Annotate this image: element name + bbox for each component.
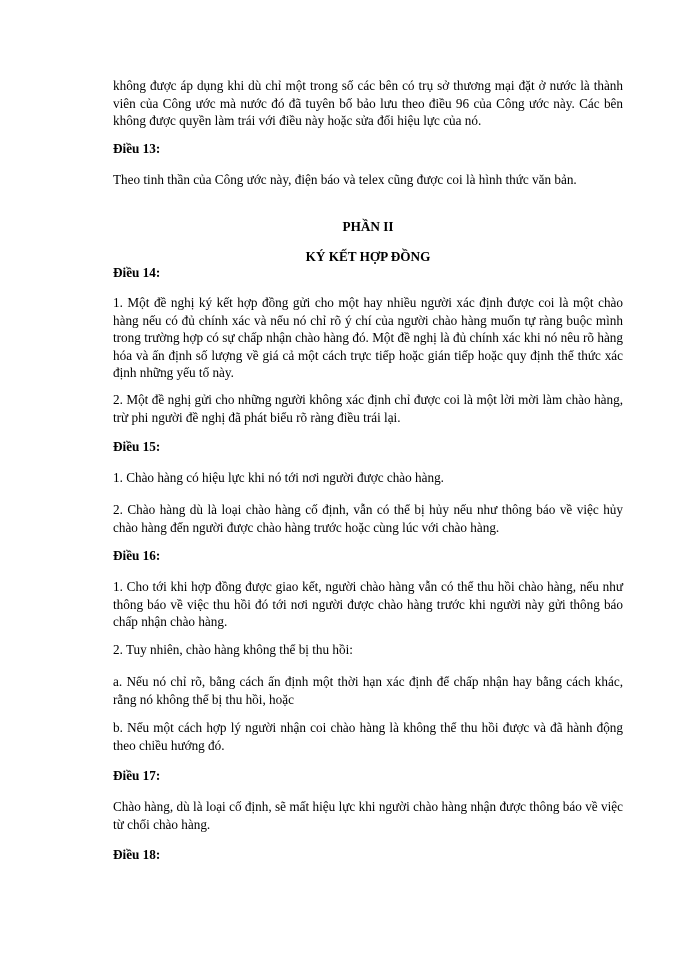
- article-16-item-b: b. Nếu một cách hợp lý người nhận coi chào hàng là không thể thu hồi được và đã hành động theo chiều hướng đó.: [113, 720, 623, 753]
- article-16-title: Điều 16:: [113, 548, 161, 563]
- article-18-title: Điều 18:: [113, 847, 161, 862]
- article-16-paragraph-1: 1. Cho tới khi hợp đồng được giao kết, người chào hàng vẫn có thể thu hồi chào hàng, nếu như thông báo về việc thu hồi đó tới nơi người được chào hàng trước khi người này gửi thông báo chấp nhận chào hàng.: [113, 579, 623, 629]
- part-subtitle: KÝ KẾT HỢP ĐỒNG: [305, 249, 431, 264]
- article-16-item-a: a. Nếu nó chỉ rõ, bằng cách ấn định một thời hạn xác định để chấp nhận hay bằng cách khác, rằng nó không thể bị thu hồi, hoặc: [113, 674, 623, 707]
- article-13-title: Điều 13:: [113, 141, 161, 156]
- article-17-paragraph-1: Chào hàng, dù là loại cố định, sẽ mất hiệu lực khi người chào hàng nhận được thông báo về việc từ chối chào hàng.: [113, 799, 623, 832]
- article-14-paragraph-2: 2. Một đề nghị gửi cho những người không xác định chỉ được coi là một lời mời làm chào hàng, trừ phi người đề nghị đã phát biểu rõ ràng điều trái lại.: [113, 392, 623, 425]
- article-13-paragraph-1: Theo tinh thần của Công ước này, điện báo và telex cũng được coi là hình thức văn bản.: [113, 172, 577, 187]
- intro-paragraph: không được áp dụng khi dù chỉ một trong số các bên có trụ sở thương mại đặt ở nước là thành viên của Công ước mà nước đó đã tuyên bố bảo lưu theo điều 96 của Công ước này. Các bên không được quyền làm trái với điều này hoặc sửa đổi hiệu lực của nó.: [113, 78, 623, 128]
- article-15-paragraph-1: 1. Chào hàng có hiệu lực khi nó tới nơi người được chào hàng.: [113, 470, 444, 485]
- article-17-title: Điều 17:: [113, 768, 161, 783]
- article-16-paragraph-2: 2. Tuy nhiên, chào hàng không thể bị thu hồi:: [113, 642, 353, 657]
- article-14-paragraph-1: 1. Một đề nghị ký kết hợp đồng gửi cho một hay nhiều người xác định được coi là một chào hàng nếu có đủ chính xác và nếu nó chỉ rõ ý chí của người chào hàng muốn tự ràng buộc mình trong trường hợp có sự chấp nhận chào hàng đó. Một đề nghị là đủ chính xác khi nó nêu rõ hàng hóa và ấn định số lượng về giá cả một cách trực tiếp hoặc gián tiếp hoặc quy định thể thức xác định những yếu tố này.: [113, 295, 623, 380]
- part-title: PHẦN II: [342, 219, 394, 234]
- article-15-paragraph-2: 2. Chào hàng dù là loại chào hàng cố định, vẫn có thể bị hủy nếu như thông báo về việc hủy chào hàng đến người được chào hàng trước hoặc cùng lúc với chào hàng.: [113, 502, 623, 535]
- article-14-title: Điều 14:: [113, 265, 161, 280]
- article-15-title: Điều 15:: [113, 439, 161, 454]
